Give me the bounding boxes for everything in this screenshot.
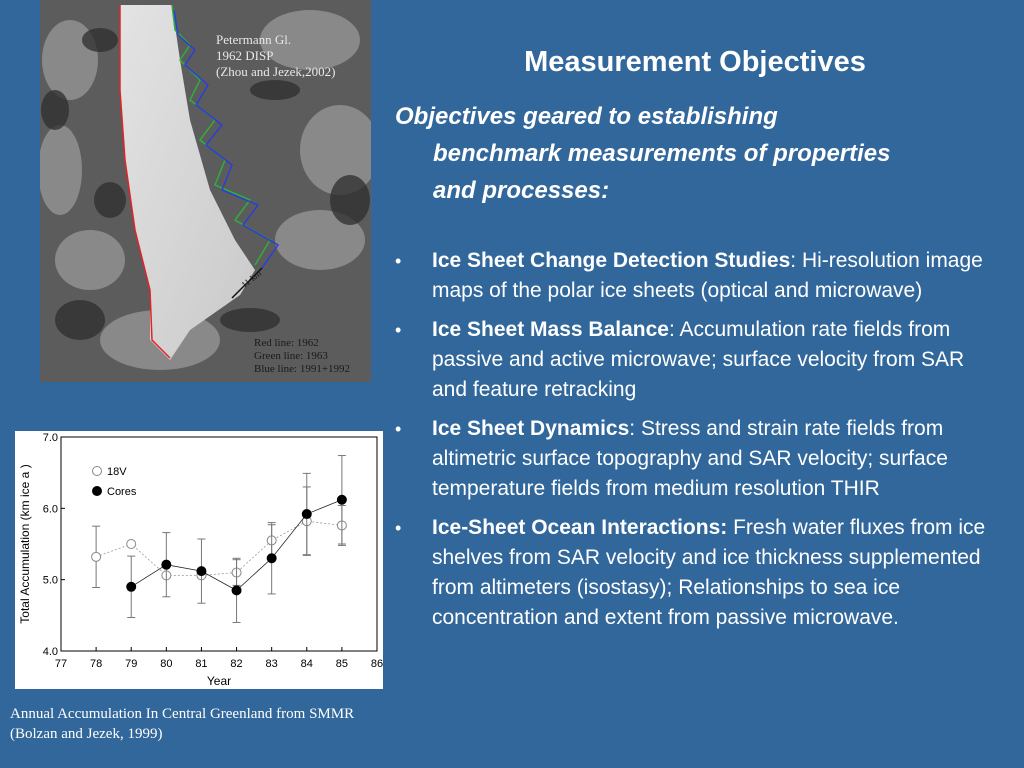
x-tick-label: 86	[370, 658, 383, 670]
x-tick-label: 78	[89, 658, 103, 670]
legend-marker	[93, 467, 102, 476]
scale-label: 11 km	[239, 268, 264, 290]
y-tick-label: 4.0	[42, 646, 58, 658]
bullet-icon: •	[395, 251, 402, 271]
glacier-caption	[216, 32, 336, 80]
chart-caption-line: Annual Accumulation In Central Greenland from SMMR	[10, 706, 355, 722]
bullet-heading: Ice Sheet Mass Balance	[432, 318, 669, 341]
intro-line: and processes:	[433, 177, 610, 204]
y-axis-label: Total Accumulation (km ice a )	[18, 464, 32, 624]
bullet-icon: •	[395, 518, 402, 538]
intro-line: benchmark measurements of properties	[433, 140, 891, 167]
data-point-cores	[302, 510, 311, 519]
legend-label: Cores	[107, 486, 137, 498]
x-tick-label: 79	[125, 658, 138, 670]
data-point-cores	[127, 582, 136, 591]
x-axis-label: Year	[206, 674, 232, 688]
bullet-separator: :	[629, 417, 641, 440]
x-tick-label: 81	[195, 658, 208, 670]
bullet-body: Stress and strain rate fields from altimetric surface topography and SAR velocity; surface temperature fields from medium resolution THIR	[432, 417, 948, 500]
bullet-heading: Ice Sheet Change Detection Studies	[432, 249, 791, 272]
legend-marker	[93, 487, 102, 496]
bullet-separator: :	[790, 249, 802, 272]
glacier-caption-line: 1962 DISP	[216, 48, 274, 63]
y-tick-label: 7.0	[42, 432, 58, 444]
bullet-body: Accumulation rate fields from passive and active microwave; surface velocity from SAR and feature retracking	[432, 318, 965, 401]
bullet-heading: Ice Sheet Dynamics	[432, 417, 630, 440]
x-tick-label: 80	[160, 658, 173, 670]
glacier-legend	[254, 337, 350, 376]
bullet-icon: •	[395, 419, 402, 439]
bullet-separator: :	[668, 318, 680, 341]
legend-red-line: Red line: 1962	[254, 337, 319, 349]
bullet-heading: Ice-Sheet Ocean Interactions:	[432, 516, 728, 539]
data-point-cores	[267, 554, 276, 563]
legend-green-line: Green line: 1963	[254, 350, 328, 362]
data-point-cores	[232, 586, 241, 595]
data-point-cores	[162, 560, 171, 569]
intro-text	[395, 98, 995, 209]
x-tick-label: 84	[300, 658, 313, 670]
bullet-body: Hi-resolution image maps of the polar ice sheets (optical and microwave)	[432, 249, 983, 302]
chart-caption-line: (Bolzan and Jezek, 1999)	[10, 726, 163, 742]
x-tick-label: 85	[335, 658, 349, 670]
bullet-body: Fresh water fluxes from ice shelves from SAR velocity and ice thickness supplemented from altimeters (isostasy); Relationships to sea ice concentration and extent from passive microwave.	[432, 516, 986, 629]
legend-label: 18V	[107, 466, 127, 478]
data-point-18v	[92, 552, 101, 561]
intro-line: Objectives geared to establishing	[395, 103, 778, 130]
list-item	[395, 315, 1005, 405]
chart-svg	[15, 431, 383, 689]
x-tick-label: 83	[265, 658, 278, 670]
glacier-caption-line: (Zhou and Jezek,2002)	[216, 64, 336, 79]
page-title: Measurement Objectives	[524, 46, 866, 78]
data-point-cores	[337, 495, 346, 504]
legend-blue-line: Blue line: 1991+1992	[254, 363, 351, 375]
list-item	[395, 246, 1005, 306]
data-point-cores	[197, 567, 206, 576]
list-item	[395, 513, 1005, 633]
objectives-list	[395, 246, 1005, 642]
bullet-icon: •	[395, 320, 402, 340]
glacier-satellite-image	[40, 0, 371, 382]
x-tick-label: 82	[230, 658, 243, 670]
glacier-caption-line: Petermann Gl.	[216, 32, 292, 47]
x-tick-label: 77	[54, 658, 68, 670]
accumulation-chart	[15, 431, 383, 689]
y-tick-label: 6.0	[42, 503, 58, 516]
list-item	[395, 414, 1005, 504]
data-point-18v	[127, 540, 136, 549]
y-tick-label: 5.0	[42, 574, 58, 587]
chart-caption	[10, 704, 410, 744]
